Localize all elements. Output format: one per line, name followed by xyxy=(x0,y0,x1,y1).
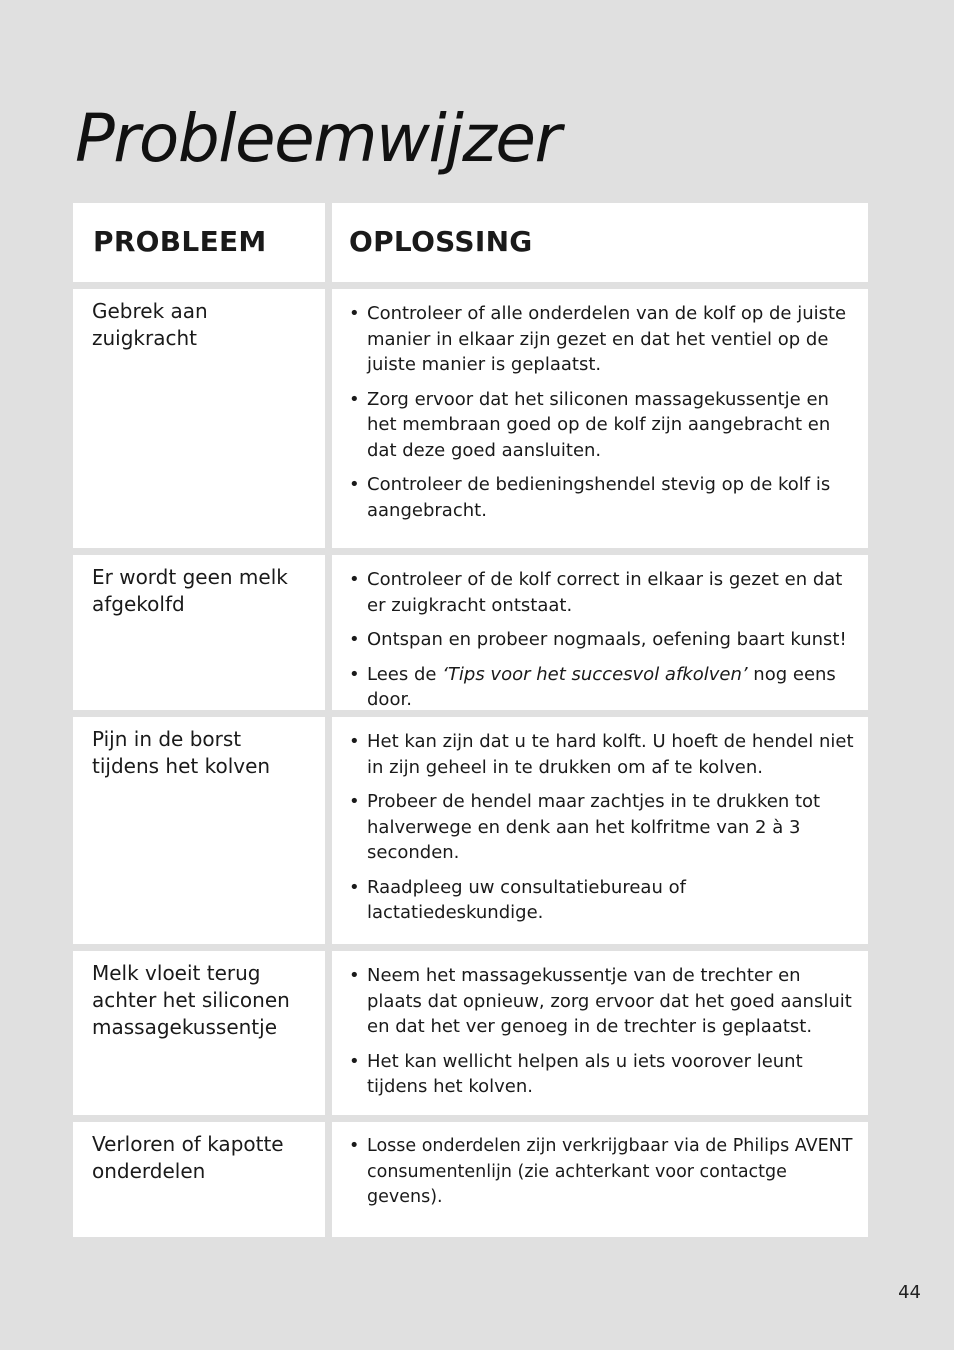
problem-text: Verloren of kapotte onderdelen xyxy=(92,1132,284,1183)
solution-item: • Probeer de hendel maar zachtjes in te drukken tot halverwege en denk aan het kolfritme van 2 à 3 seconden. xyxy=(347,789,858,866)
solution-cell xyxy=(332,1122,868,1237)
solution-cell xyxy=(332,555,868,710)
solution-cell xyxy=(332,289,868,548)
solution-cell xyxy=(332,717,868,944)
solution-item: • Het kan zijn dat u te hard kolft. U hoeft de hendel niet in zijn geheel in te drukken om af te kolven. xyxy=(347,729,858,780)
solution-list xyxy=(347,567,858,713)
tips-title: ‘Tips voor het succesvol afkolven’ xyxy=(442,663,748,685)
page-title: Probleemwijzer xyxy=(75,100,561,177)
solution-item: • Controleer de bedieningshendel stevig op de kolf is aangebracht. xyxy=(347,472,858,523)
problem-cell xyxy=(73,1122,325,1237)
solution-item: • Het kan wellicht helpen als u iets voorover leunt tijdens het kolven. xyxy=(347,1049,858,1100)
solution-item: • Neem het massagekussentje van de trechter en plaats dat opnieuw, zorg ervoor dat het goed aansluit en dat het ver genoeg in de trechter is geplaatst. xyxy=(347,963,858,1040)
solution-item: • Controleer of alle onderdelen van de kolf op de juiste manier in elkaar zijn gezet en dat het ventiel op de juiste manier is geplaatst. xyxy=(347,301,858,378)
solution-list xyxy=(347,729,858,926)
problem-cell xyxy=(73,555,325,710)
solution-list xyxy=(347,963,858,1100)
solution-cell xyxy=(332,951,868,1115)
problem-text: Melk vloeit terug achter het siliconen massagekussentje xyxy=(92,961,290,1039)
solution-item: • Raadpleeg uw consultatiebureau of lactatiedeskundige. xyxy=(347,875,858,926)
solution-text: Lees de xyxy=(367,663,443,685)
header-problem-cell xyxy=(73,203,325,282)
problem-text: Gebrek aan zuigkracht xyxy=(92,299,208,350)
page-number: 44 xyxy=(898,1282,921,1303)
solution-list xyxy=(347,1134,858,1211)
solution-item: • Zorg ervoor dat het siliconen massagekussentje en het membraan goed op de kolf zijn aangebracht en dat deze goed aansluiten. xyxy=(347,387,858,464)
problem-text: Pijn in de borst tijdens het kolven xyxy=(92,727,271,778)
header-solution-label: OPLOSSING xyxy=(349,225,533,258)
solution-item: • Controleer of de kolf correct in elkaar is gezet en dat er zuigkracht ontstaat. xyxy=(347,567,858,618)
problem-cell xyxy=(73,289,325,548)
problem-cell xyxy=(73,717,325,944)
problem-text: Er wordt geen melk afgekolfd xyxy=(92,565,288,616)
solution-item: • Ontspan en probeer nogmaals, oefening baart kunst! xyxy=(347,627,858,653)
solution-text: nog eens door. xyxy=(367,663,836,710)
problem-cell xyxy=(73,951,325,1115)
solution-list xyxy=(347,301,858,523)
header-solution-cell xyxy=(332,203,868,282)
header-problem-label: PROBLEEM xyxy=(93,225,267,258)
solution-item: • Losse onderdelen zijn verkrijgbaar via de Philips AVENT consumentenlijn (zie achterkant voor contactge gevens). xyxy=(347,1134,858,1211)
solution-item xyxy=(347,662,858,713)
